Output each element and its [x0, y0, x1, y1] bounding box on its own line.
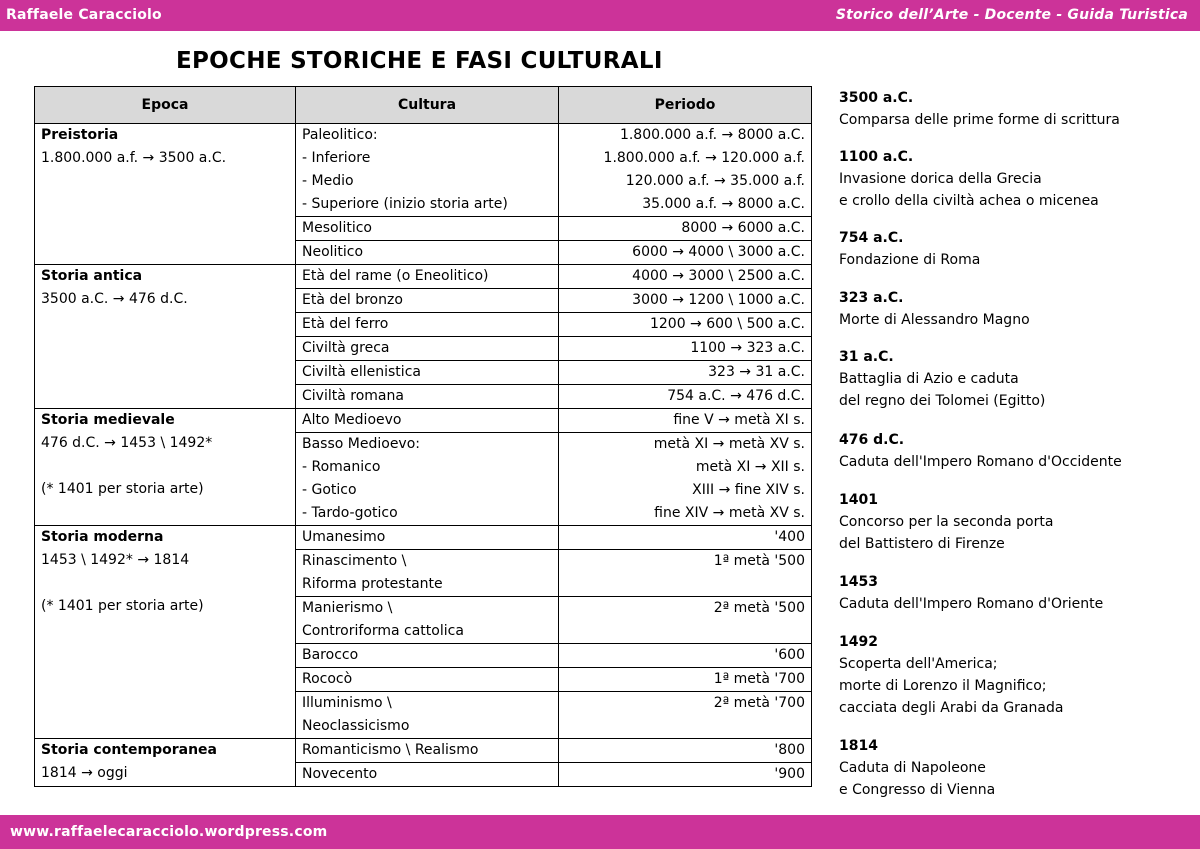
period-value: 6000 → 4000 \ 3000 a.C. [559, 241, 812, 265]
event-text: Caduta di Napoleone [839, 760, 986, 776]
event-text: e crollo della civiltà achea o micenea [839, 193, 1099, 209]
event-text: del Battistero di Firenze [839, 536, 1005, 552]
epoch-range: 1.800.000 a.f. → 3500 a.C. [41, 150, 227, 166]
event-date: 476 d.C. [839, 432, 905, 448]
culture-name: Rinascimento \ [302, 553, 407, 569]
table-header-row [35, 87, 812, 124]
epoch-range: 1453 \ 1492* → 1814 [41, 552, 190, 568]
event-1492 [839, 631, 1063, 719]
culture-name: - Medio [302, 173, 354, 189]
culture-cell [296, 433, 559, 526]
event-text: Comparsa delle prime forme di scrittura [839, 112, 1120, 128]
culture-name: Illuminismo \ [302, 695, 392, 711]
epoch-range: 476 d.C. → 1453 \ 1492* [41, 435, 213, 451]
event-text: del regno dei Tolomei (Egitto) [839, 393, 1046, 409]
culture-name: Barocco [296, 644, 559, 668]
culture-name: Novecento [296, 763, 559, 787]
period-value: '800 [559, 739, 812, 763]
culture-name: Neolitico [296, 241, 559, 265]
period-value: 1.800.000 a.f. → 120.000 a.f. [603, 150, 805, 166]
event-date: 1453 [839, 574, 878, 590]
culture-name: Paleolitico: [302, 127, 378, 143]
culture-name: Civiltà romana [296, 385, 559, 409]
event-1401 [839, 489, 1053, 555]
culture-name: - Romanico [302, 459, 381, 475]
footer-bar [0, 815, 1200, 849]
event-text: Caduta dell'Impero Romano d'Occidente [839, 454, 1122, 470]
author-name: Raffaele Caracciolo [6, 7, 162, 23]
period-value: fine V → metà XI s. [559, 409, 812, 433]
epoch-note: (* 1401 per storia arte) [41, 598, 204, 614]
culture-name: Età del ferro [296, 313, 559, 337]
epoch-range: 1814 → oggi [41, 765, 128, 781]
epoch-cell [35, 265, 296, 409]
epoch-name: Preistoria [41, 127, 119, 143]
event-date: 31 a.C. [839, 349, 894, 365]
event-date: 323 a.C. [839, 290, 904, 306]
culture-name: - Gotico [302, 482, 357, 498]
culture-name: Basso Medioevo: [302, 436, 421, 452]
epochs-table [34, 86, 812, 787]
culture-cell [296, 597, 559, 644]
culture-name: Età del rame (o Eneolitico) [296, 265, 559, 289]
epoch-note: (* 1401 per storia arte) [41, 481, 204, 497]
culture-name: - Superiore (inizio storia arte) [302, 196, 508, 212]
period-cell [559, 433, 812, 526]
period-value: 2ª metà '500 [559, 597, 812, 644]
period-value: 2ª metà '700 [559, 692, 812, 739]
culture-name: Rococò [296, 668, 559, 692]
event-date: 1492 [839, 634, 878, 650]
epoch-cell [35, 409, 296, 526]
period-value: 3000 → 1200 \ 1000 a.C. [559, 289, 812, 313]
event-476dc [839, 429, 1122, 473]
period-cell [559, 124, 812, 217]
event-date: 754 a.C. [839, 230, 904, 246]
table-row [35, 409, 812, 433]
event-text: Caduta dell'Impero Romano d'Oriente [839, 596, 1104, 612]
epoch-name: Storia contemporanea [41, 742, 217, 758]
event-1100ac [839, 146, 1099, 212]
culture-name: Alto Medioevo [296, 409, 559, 433]
epoch-cell [35, 739, 296, 787]
period-value: 35.000 a.f. → 8000 a.C. [642, 196, 805, 212]
period-value: '600 [559, 644, 812, 668]
event-text: Concorso per la seconda porta [839, 514, 1054, 530]
epoch-cell [35, 526, 296, 739]
event-text: Fondazione di Roma [839, 252, 981, 268]
table-row [35, 739, 812, 763]
table-row [35, 124, 812, 217]
epoch-name: Storia antica [41, 268, 143, 284]
event-3500ac [839, 87, 1120, 131]
period-value: '900 [559, 763, 812, 787]
culture-name: Neoclassicismo [302, 718, 410, 734]
event-date: 1100 a.C. [839, 149, 914, 165]
period-value: 8000 → 6000 a.C. [559, 217, 812, 241]
period-value: 754 a.C. → 476 d.C. [559, 385, 812, 409]
event-31ac [839, 346, 1045, 412]
culture-name: Manierismo \ [302, 600, 393, 616]
culture-name: Umanesimo [296, 526, 559, 550]
event-date: 3500 a.C. [839, 90, 914, 106]
period-value: metà XI → XII s. [695, 459, 805, 475]
epoch-cell [35, 124, 296, 265]
period-value: fine XIV → metà XV s. [654, 505, 805, 521]
period-value: 1200 → 600 \ 500 a.C. [559, 313, 812, 337]
spacer [41, 455, 289, 478]
author-tagline: Storico dell’Arte - Docente - Guida Turistica [835, 7, 1188, 23]
period-value: 1ª metà '500 [559, 550, 812, 597]
event-text: Battaglia di Azio e caduta [839, 371, 1019, 387]
event-date: 1401 [839, 492, 878, 508]
culture-name: Controriforma cattolica [302, 623, 464, 639]
event-323ac [839, 287, 1030, 331]
culture-cell [296, 124, 559, 217]
culture-name: - Tardo-gotico [302, 505, 398, 521]
culture-name: Romanticismo \ Realismo [296, 739, 559, 763]
header-cultura: Cultura [296, 87, 559, 124]
page-title: EPOCHE STORICHE E FASI CULTURALI [176, 48, 663, 74]
epoch-range: 3500 a.C. → 476 d.C. [41, 291, 188, 307]
period-value: '400 [559, 526, 812, 550]
period-value: 1.800.000 a.f. → 8000 a.C. [619, 127, 805, 143]
event-1814 [839, 735, 995, 801]
epoch-name: Storia moderna [41, 529, 164, 545]
period-value: 323 → 31 a.C. [559, 361, 812, 385]
culture-name: Età del bronzo [296, 289, 559, 313]
period-value: XIII → fine XIV s. [692, 482, 805, 498]
event-text: morte di Lorenzo il Magnifico; [839, 678, 1047, 694]
table-row [35, 265, 812, 289]
spacer [41, 572, 289, 595]
header-epoca: Epoca [35, 87, 296, 124]
culture-name: - Inferiore [302, 150, 371, 166]
culture-name: Riforma protestante [302, 576, 443, 592]
event-1453 [839, 571, 1103, 615]
event-754ac [839, 227, 980, 271]
epoch-name: Storia medievale [41, 412, 175, 428]
period-value: 120.000 a.f. → 35.000 a.f. [625, 173, 805, 189]
event-text: cacciata degli Arabi da Granada [839, 700, 1064, 716]
footer-url[interactable]: www.raffaelecaracciolo.wordpress.com [10, 824, 328, 840]
period-value: metà XI → metà XV s. [653, 436, 805, 452]
culture-cell [296, 550, 559, 597]
culture-cell [296, 692, 559, 739]
culture-name: Mesolitico [296, 217, 559, 241]
header-bar [0, 0, 1200, 31]
event-text: e Congresso di Vienna [839, 782, 996, 798]
culture-name: Civiltà ellenistica [296, 361, 559, 385]
period-value: 1100 → 323 a.C. [559, 337, 812, 361]
culture-name: Civiltà greca [296, 337, 559, 361]
event-text: Morte di Alessandro Magno [839, 312, 1030, 328]
period-value: 1ª metà '700 [559, 668, 812, 692]
table-row [35, 526, 812, 550]
event-text: Invasione dorica della Grecia [839, 171, 1042, 187]
event-date: 1814 [839, 738, 878, 754]
event-text: Scoperta dell'America; [839, 656, 998, 672]
period-value: 4000 → 3000 \ 2500 a.C. [559, 265, 812, 289]
header-periodo: Periodo [559, 87, 812, 124]
